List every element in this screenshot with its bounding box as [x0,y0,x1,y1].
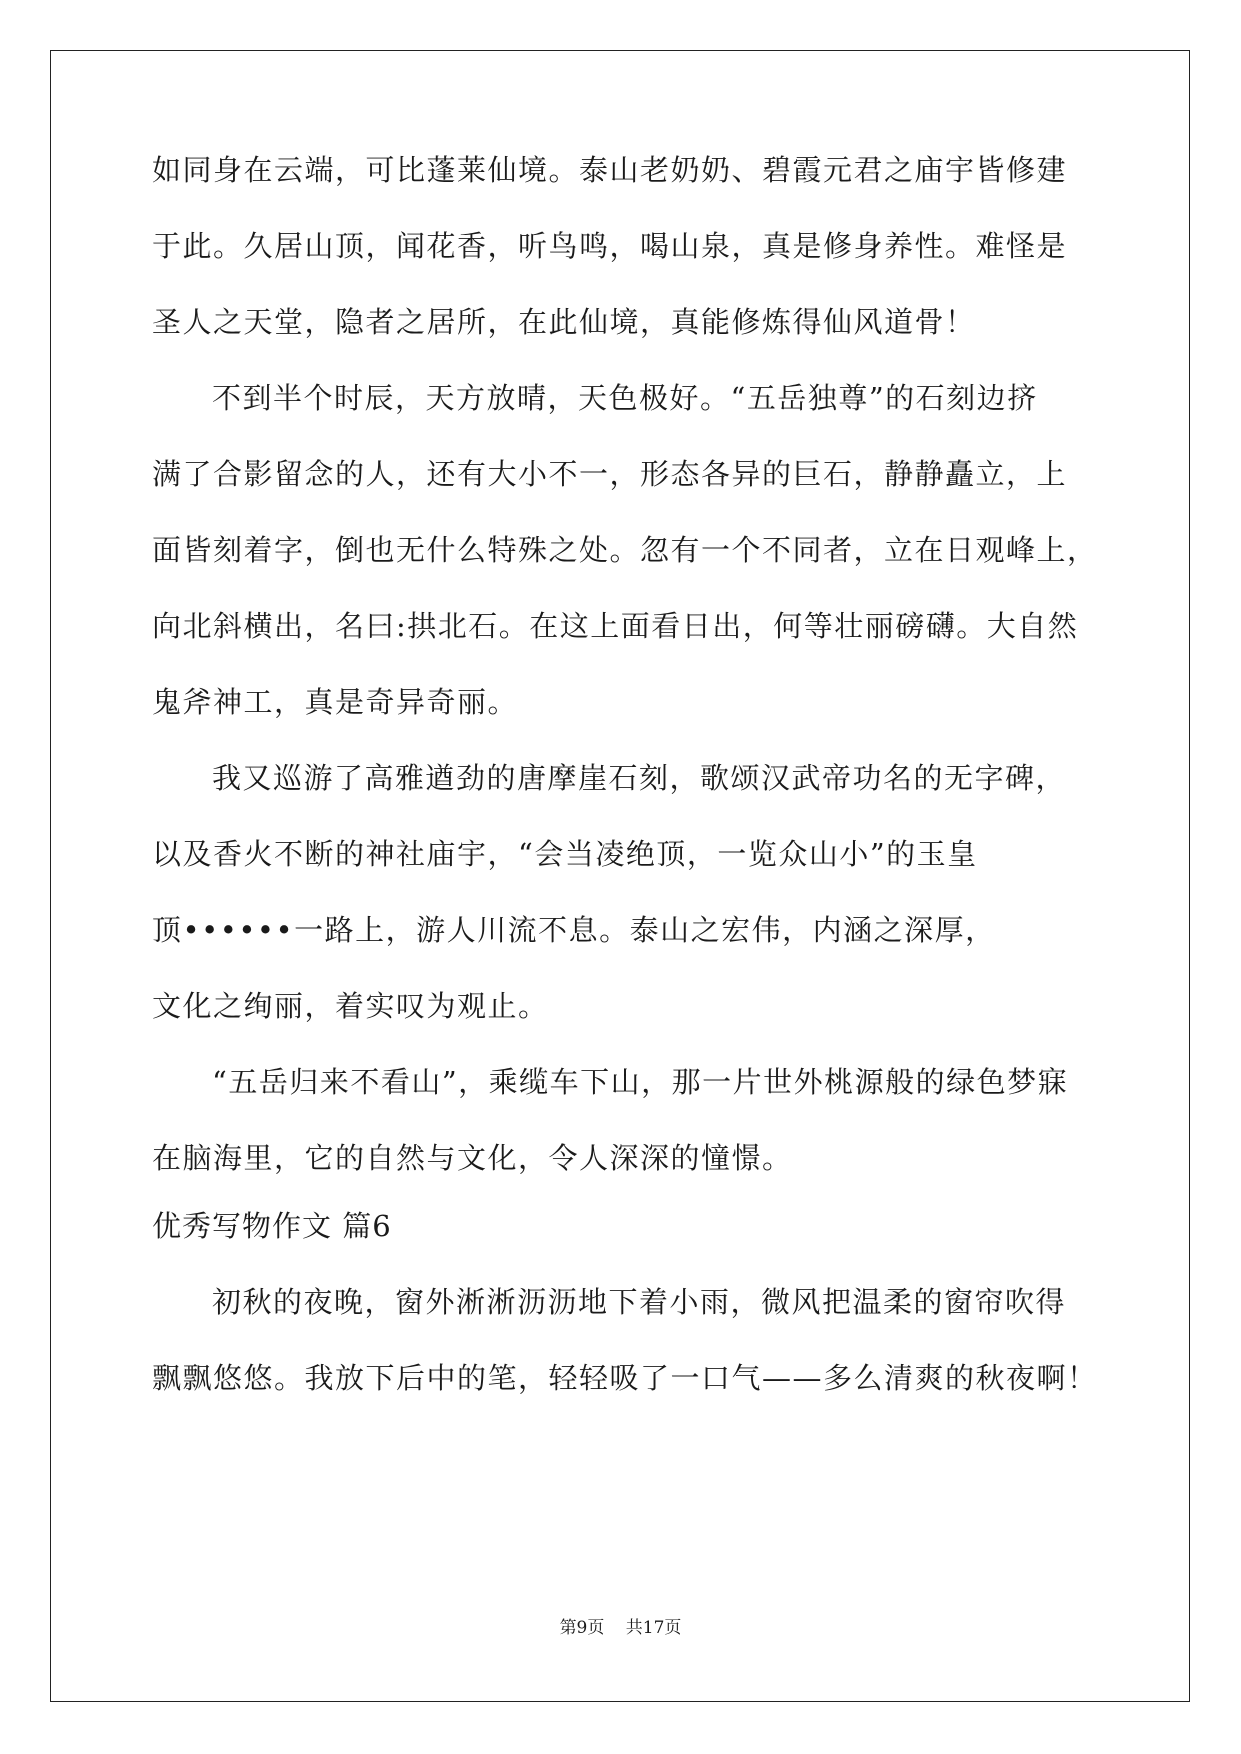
text-line: 飘飘悠悠。我放下后中的笔，轻轻吸了一口气——多么清爽的秋夜啊！ [152,1361,1098,1395]
text-line: 满了合影留念的人，还有大小不一，形态各异的巨石，静静矗立，上 [152,457,1068,491]
text-line: 圣人之天堂，隐者之居所，在此仙境，真能修炼得仙风道骨！ [152,305,976,339]
paragraph-first-line: 初秋的夜晚，窗外淅淅沥沥地下着小雨，微风把温柔的窗帘吹得 [212,1285,1067,1319]
text-line: 顶••••••一路上，游人川流不息。泰山之宏伟，内涵之深厚， [152,913,996,947]
paragraph-first-line: 我又巡游了高雅遒劲的唐摩崖石刻，歌颂汉武帝功名的无字碑， [212,761,1067,795]
paragraph-first-line: “五岳归来不看山”，乘缆车下山，那一片世外桃源般的绿色梦寐 [212,1065,1069,1099]
text-line: 于此。久居山顶，闻花香，听鸟鸣，喝山泉，真是修身养性。难怪是 [152,229,1068,263]
page-number: 第9页 [559,1618,605,1638]
text-line: 在脑海里，它的自然与文化，令人深深的憧憬。 [152,1141,793,1175]
page-total: 共17页 [625,1618,682,1638]
text-line: 如同身在云端，可比蓬莱仙境。泰山老奶奶、碧霞元君之庙宇皆修建 [152,153,1068,187]
text-line: 文化之绚丽，着实叹为观止。 [152,989,549,1023]
page-footer [0,1617,1241,1639]
page-border [50,50,1190,1702]
text-line: 向北斜横出，名曰:拱北石。在这上面看日出，何等壮丽磅礴。大自然 [152,609,1079,643]
text-line: 面皆刻着字，倒也无什么特殊之处。忽有一个不同者，立在日观峰上， [152,533,1098,567]
text-line: 以及香火不断的神社庙宇，“会当凌绝顶，一览众山小”的玉皇 [152,837,978,871]
section-heading: 优秀写物作文 篇6 [152,1209,392,1243]
text-line: 鬼斧神工，真是奇异奇丽。 [152,685,519,719]
paragraph-first-line: 不到半个时辰，天方放晴，天色极好。“五岳独尊”的石刻边挤 [212,381,1038,415]
